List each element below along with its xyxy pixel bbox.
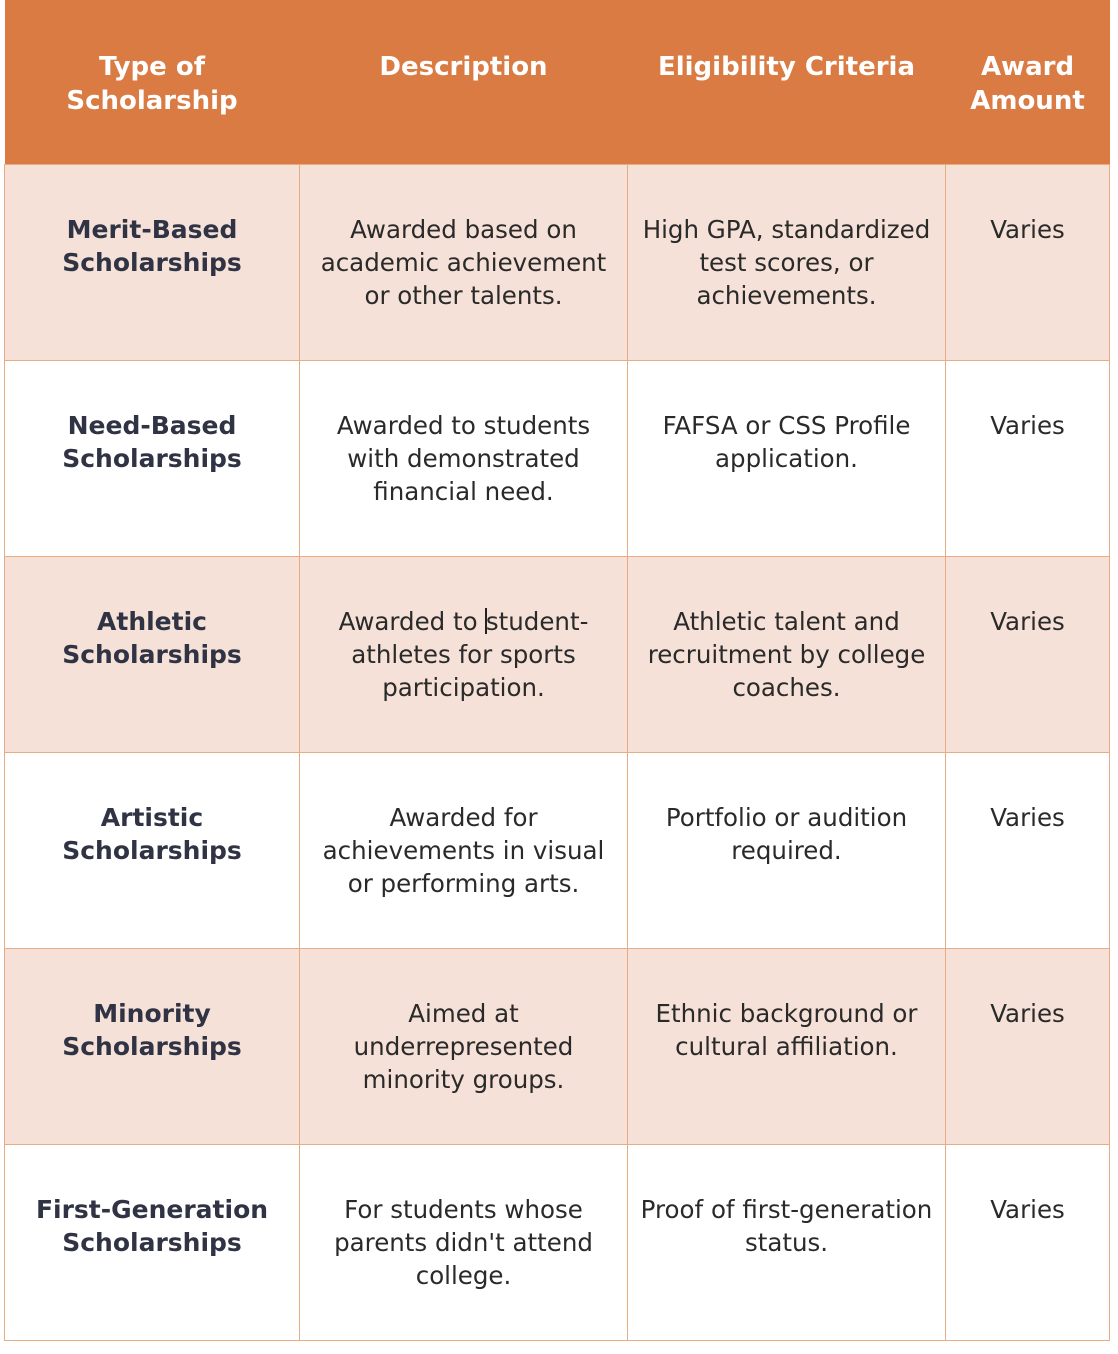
- description-text-after-cursor: student-athletes for sports participation.: [351, 606, 589, 702]
- header-award: Award Amount: [946, 0, 1110, 164]
- table-header: [5, 0, 1110, 164]
- cell-eligibility[interactable]: Athletic talent and recruitment by college coaches.: [628, 556, 946, 752]
- cell-type: Merit-Based Scholarships: [5, 164, 300, 360]
- cell-eligibility[interactable]: Portfolio or audition required.: [628, 752, 946, 948]
- header-eligibility: Eligibility Criteria: [628, 0, 946, 164]
- cell-award[interactable]: Varies: [946, 556, 1110, 752]
- table-row-merit: [5, 164, 1110, 360]
- header-description: Description: [300, 0, 628, 164]
- cell-award[interactable]: Varies: [946, 164, 1110, 360]
- table-row-athletic: [5, 556, 1110, 752]
- table-body: [5, 164, 1110, 1340]
- cell-award[interactable]: Varies: [946, 752, 1110, 948]
- scholarship-table: [4, 0, 1110, 1341]
- cell-award[interactable]: Varies: [946, 1144, 1110, 1340]
- cell-description[interactable]: [300, 556, 628, 752]
- table-row-minority: [5, 948, 1110, 1144]
- cell-description[interactable]: Aimed at underrepresented minority groups.: [300, 948, 628, 1144]
- cell-type: Artistic Scholarships: [5, 752, 300, 948]
- header-type: Type of Scholarship: [5, 0, 300, 164]
- cell-type: Athletic Scholarships: [5, 556, 300, 752]
- header-row: [5, 0, 1110, 164]
- cell-description[interactable]: Awarded for achievements in visual or performing arts.: [300, 752, 628, 948]
- scholarship-table-container: [4, 0, 1109, 1341]
- cell-type: First-Generation Scholarships: [5, 1144, 300, 1340]
- cell-eligibility[interactable]: High GPA, standardized test scores, or achievements.: [628, 164, 946, 360]
- cell-type: Minority Scholarships: [5, 948, 300, 1144]
- cell-award[interactable]: Varies: [946, 360, 1110, 556]
- cell-description[interactable]: Awarded to students with demonstrated financial need.: [300, 360, 628, 556]
- cell-type: Need-Based Scholarships: [5, 360, 300, 556]
- table-row-artistic: [5, 752, 1110, 948]
- cell-description[interactable]: For students whose parents didn't attend college.: [300, 1144, 628, 1340]
- cell-description[interactable]: Awarded based on academic achievement or other talents.: [300, 164, 628, 360]
- table-row-need: [5, 360, 1110, 556]
- cell-award[interactable]: Varies: [946, 948, 1110, 1144]
- description-text-before-cursor: Awarded to: [338, 606, 486, 636]
- cell-eligibility[interactable]: FAFSA or CSS Profile application.: [628, 360, 946, 556]
- cell-eligibility[interactable]: Proof of first-generation status.: [628, 1144, 946, 1340]
- cell-eligibility[interactable]: Ethnic background or cultural affiliation.: [628, 948, 946, 1144]
- table-row-first-generation: [5, 1144, 1110, 1340]
